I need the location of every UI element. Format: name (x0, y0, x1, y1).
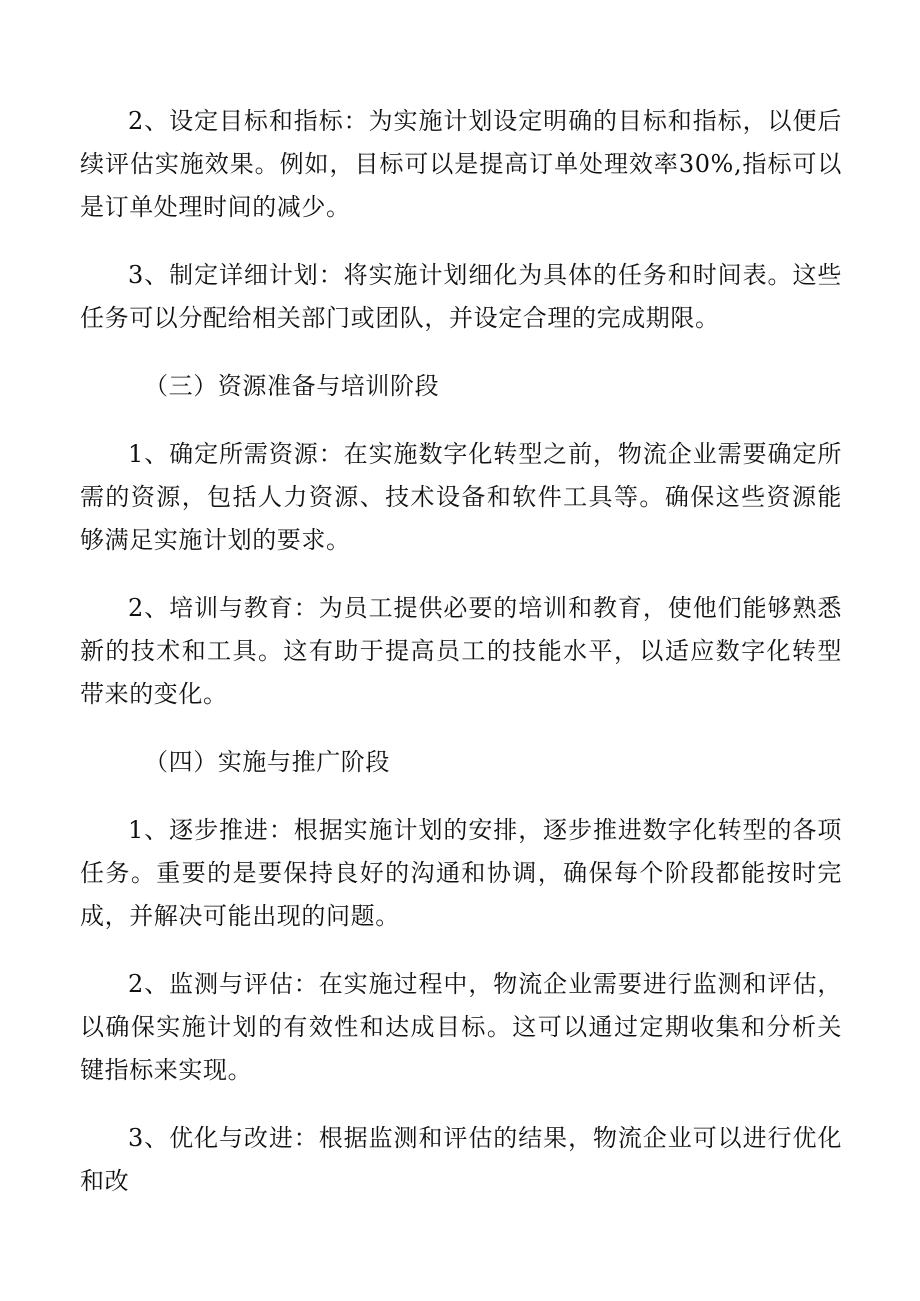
paragraph-monitoring-evaluation: 2、监测与评估：在实施过程中，物流企业需要进行监测和评估，以确保实施计划的有效性和达成目标。这可以通过定期收集和分析关键指标来实现。 (80, 970, 842, 1084)
section-heading-resource-training: （三）资源准备与培训阶段 (144, 372, 440, 400)
paragraph-step-by-step: 1、逐步推进：根据实施计划的安排，逐步推进数字化转型的各项任务。重要的是要保持良好的沟通和协调，确保每个阶段都能按时完成，并解决可能出现的问题。 (80, 816, 842, 930)
paragraph-goals-indicators: 2、设定目标和指标：为实施计划设定明确的目标和指标，以便后续评估实施效果。例如，目标可以是提高订单处理效率30%,指标可以是订单处理时间的减少。 (80, 107, 842, 221)
paragraph-training-education: 2、培训与教育：为员工提供必要的培训和教育，使他们能够熟悉新的技术和工具。这有助于提高员工的技能水平，以适应数字化转型带来的变化。 (80, 594, 842, 708)
section-heading-implementation-promotion: （四）实施与推广阶段 (144, 748, 390, 776)
paragraph-optimization-improvement: 3、优化与改进：根据监测和评估的结果，物流企业可以进行优化和改 (80, 1124, 842, 1195)
paragraph-required-resources: 1、确定所需资源：在实施数字化转型之前，物流企业需要确定所需的资源，包括人力资源、技术设备和软件工具等。确保这些资源能够满足实施计划的要求。 (80, 440, 842, 554)
document-body (80, 100, 842, 1228)
paragraph-detailed-plan: 3、制定详细计划：将实施计划细化为具体的任务和时间表。这些任务可以分配给相关部门或团队，并设定合理的完成期限。 (80, 261, 842, 332)
